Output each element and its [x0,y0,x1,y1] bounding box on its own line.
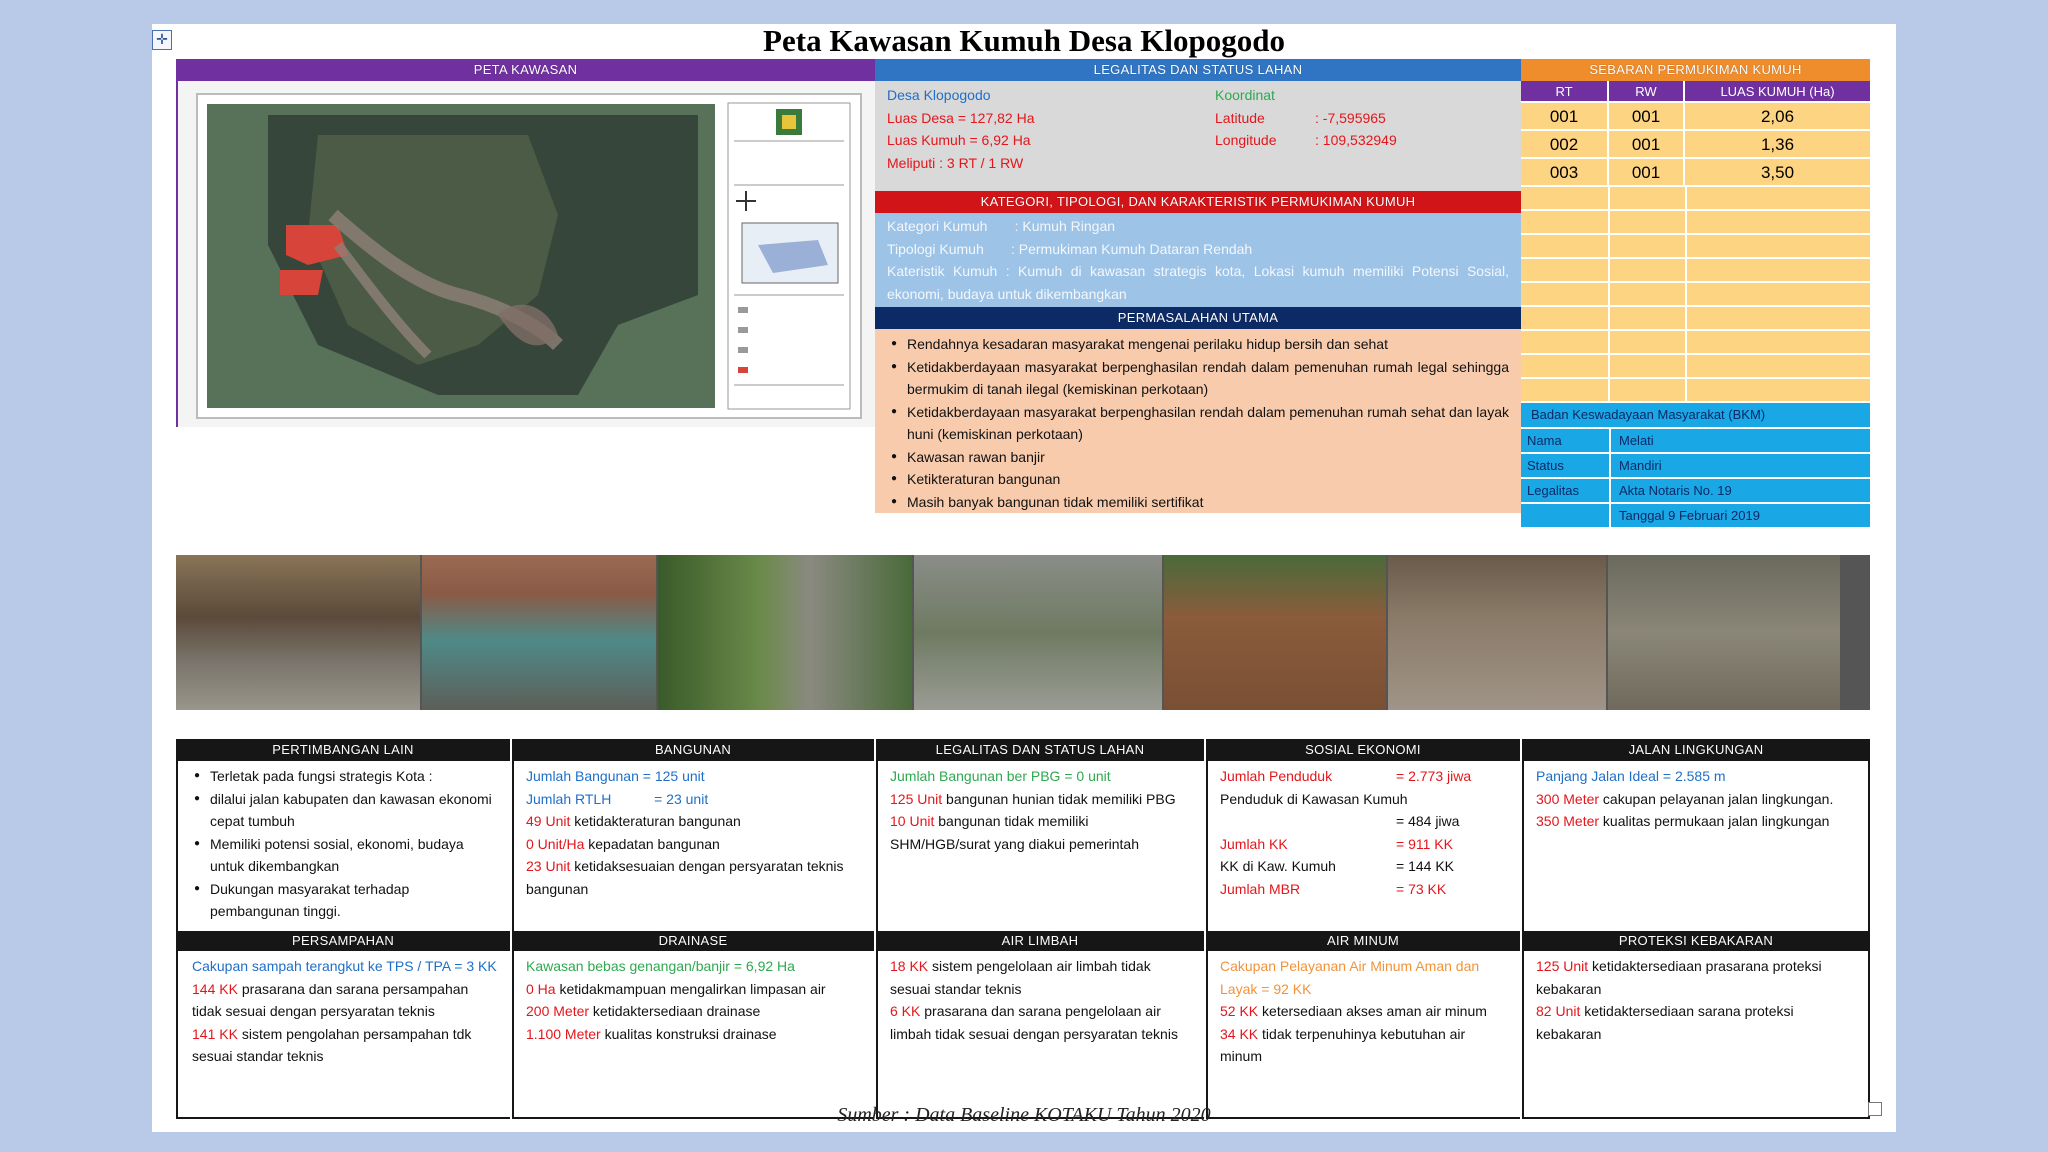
air-limbah-text: sistem pengelolaan air limbah tidak sesuai standar teknis [890,958,1151,997]
bkm-label: Legalitas [1521,479,1611,502]
col-luas: LUAS KUMUH (Ha) [1685,81,1870,103]
bkm-value: Tanggal 9 Februari 2019 [1619,508,1760,523]
bkm-row [1521,429,1870,454]
sosial-panel [1206,761,1520,931]
koordinat-label: Koordinat [1215,87,1275,103]
cell-rt: 003 [1521,159,1609,187]
air-minum-line: Cakupan Pelayanan Air Minum Aman dan Layak = 92 KK [1220,958,1480,997]
drainase-value: 1.100 Meter [526,1025,601,1042]
pertimbangan-item: ● dilalui jalan kabupaten dan kawasan ekonomi cepat tumbuh [210,788,500,833]
bkm-label [1521,504,1611,527]
map-panel [176,81,875,427]
problem-item: ● Ketidakberdayaan masyarakat berpenghasilan rendah dalam pemenuhan rumah legal sehingga bermukim di tanah ilegal (kemiskinan perkotaan) [907,356,1509,401]
category-header: KATEGORI, TIPOLOGI, DAN KARAKTERISTIK PERMUKIMAN KUMUH [875,191,1521,213]
air-limbah-header: AIR LIMBAH [876,931,1204,951]
bkm-value: Akta Notaris No. 19 [1619,483,1732,498]
drainase-value: 200 Meter [526,1003,590,1019]
legalitas-line: Jumlah Bangunan ber PBG = 0 unit [890,768,1111,784]
drainase-panel [512,951,874,1119]
distribution-header: SEBARAN PERMUKIMAN KUMUH [1521,59,1870,81]
longitude-label: Longitude [1215,132,1277,148]
legalitas-text: bangunan tidak memiliki SHM/HGB/surat yang diakui pemerintah [890,813,1139,852]
table-row [1521,159,1870,187]
table-empty-area [1521,187,1870,403]
jalan-text: kualitas permukaan jalan lingkungan [1599,813,1830,829]
cell-rt: 002 [1521,131,1609,159]
legalitas-text: bangunan hunian tidak memiliki PBG [942,790,1176,807]
persampahan-header: PERSAMPAHAN [176,931,510,951]
bkm-row [1521,454,1870,479]
legalitas-value: 10 Unit [890,813,935,829]
map-logo-icon [776,109,802,135]
latitude-value: : -7,595965 [1315,109,1386,126]
sosial-label: Jumlah KK [1220,835,1288,852]
cell-luas: 2,06 [1685,103,1870,131]
problems-panel [875,329,1521,513]
bkm-header: Badan Keswadayaan Masyarakat (BKM) [1521,403,1870,429]
luas-desa: Luas Desa = 127,82 Ha [887,109,1035,126]
pertimbangan-item: ● Memiliki potensi sosial, ekonomi, budaya untuk dikembangkan [210,833,500,878]
document-page [152,24,1896,1132]
category-panel [875,213,1521,307]
photo-vegetation [658,555,912,710]
map-header: PETA KAWASAN [176,59,875,81]
problem-item: ● Rendahnya kesadaran masyarakat mengenai perilaku hidup bersih dan sehat [907,333,1509,356]
sosial-value: = 484 jiwa [1396,813,1460,829]
bangunan-line: Jumlah RTLH = 23 unit [526,790,709,807]
legalitas-value: 125 Unit [890,790,943,807]
sosial-header: SOSIAL EKONOMI [1206,739,1520,761]
photo-well [1164,555,1386,710]
sosial-label: Penduduk di Kawasan Kumuh [1220,790,1408,807]
bkm-row [1521,504,1870,527]
air-minum-text: ketersediaan akses aman air minum [1258,1003,1487,1019]
drainase-text: kualitas konstruksi drainase [600,1025,777,1042]
legal-header: LEGALITAS DAN STATUS LAHAN [875,59,1521,81]
legalitas-panel [876,761,1204,931]
cell-rw: 001 [1609,159,1685,187]
page-title: Peta Kawasan Kumuh Desa Klopogodo [763,23,1285,58]
jalan-line: Panjang Jalan Ideal = 2.585 m [1536,768,1726,784]
bangunan-value: 23 Unit [526,858,571,874]
pertimbangan-panel [176,761,510,931]
meliputi: Meliputi : 3 RT / 1 RW [887,154,1024,171]
drainase-header: DRAINASE [512,931,874,951]
problem-item: ● Ketidakberdayaan masyarakat berpenghasilan rendah dalam pemenuhan rumah sehat dan layak huni (kemiskinan perkotaan) [907,401,1509,446]
bangunan-panel [512,761,874,931]
jalan-value: 350 Meter [1536,813,1600,829]
table-row [1521,131,1870,159]
distribution-table [1521,81,1870,403]
kebakaran-value: 82 Unit [1536,1003,1581,1019]
col-rt: RT [1521,81,1609,103]
poster [176,59,1870,1101]
legalitas-header: LEGALITAS DAN STATUS LAHAN [876,739,1204,761]
kebakaran-header: PROTEKSI KEBAKARAN [1522,931,1870,951]
cell-rw: 001 [1609,103,1685,131]
drainase-text: ketidakmampuan mengalirkan limpasan air [555,980,826,997]
kategori: Kategori Kumuh : Kumuh Ringan [887,218,1116,234]
luas-kumuh: Luas Kumuh = 6,92 Ha [887,132,1031,148]
bangunan-text: ketidakteraturan bangunan [570,813,741,829]
problem-item: ● Kawasan rawan banjir [907,446,1509,469]
sosial-value: = 144 KK [1396,858,1454,874]
sosial-label: KK di Kaw. Kumuh [1220,858,1336,874]
bkm-label: Status [1521,454,1611,477]
cell-rt: 001 [1521,103,1609,131]
cell-luas: 3,50 [1685,159,1870,187]
bkm-label: Nama [1521,429,1611,452]
latitude-label: Latitude [1215,109,1265,126]
drainase-line: Kawasan bebas genangan/banjir = 6,92 Ha [526,958,795,974]
problems-header: PERMASALAHAN UTAMA [875,307,1521,329]
resize-handle-icon[interactable] [1868,1102,1882,1116]
photo-trash [1388,555,1606,710]
sosial-label: Jumlah Penduduk [1220,768,1333,784]
bangunan-header: BANGUNAN [512,739,874,761]
map-frame [196,93,862,419]
jalan-text: cakupan pelayanan jalan lingkungan. [1599,790,1834,807]
jalan-value: 300 Meter [1536,790,1600,807]
cell-luas: 1,36 [1685,131,1870,159]
kebakaran-value: 125 Unit [1536,958,1589,974]
tipologi: Tipologi Kumuh : Permukiman Kumuh Dataran Rendah [887,240,1253,257]
persampahan-text: prasarana dan sarana persampahan tidak sesuai dengan persyaratan teknis [192,980,469,1019]
persampahan-value: 141 KK [192,1025,238,1042]
bangunan-value: 49 Unit [526,813,571,829]
col-rw: RW [1609,81,1685,103]
pertimbangan-item: ● Terletak pada fungsi strategis Kota : [210,765,500,788]
map-image [198,95,860,417]
air-minum-value: 34 KK [1220,1025,1259,1042]
bkm-value: Melati [1619,433,1654,448]
karakteristik: Kateristik Kumuh : Kumuh di kawasan strategis kota, Lokasi kumuh memiliki Potensi Sosial, ekonomi, budaya untuk dikembangkan [887,263,1509,302]
air-limbah-value: 18 KK [890,958,929,974]
kebakaran-text: ketidaktersediaan sarana proteksi kebakaran [1536,1003,1794,1042]
photo-drainage [914,555,1162,710]
sosial-value: = 2.773 jiwa [1396,768,1472,784]
photo-house-2 [422,555,656,710]
bangunan-value: 0 Unit/Ha [526,835,585,852]
persampahan-value: 144 KK [192,980,238,997]
air-minum-panel [1206,951,1520,1119]
bkm-panel [1521,403,1870,527]
bkm-row [1521,479,1870,504]
desa-name: Desa Klopogodo [887,87,991,103]
air-minum-header: AIR MINUM [1206,931,1520,951]
persampahan-line: Cakupan sampah terangkut ke TPS / TPA = 3 KK [192,958,497,974]
kebakaran-panel [1522,951,1870,1119]
photo-house-1 [176,555,420,710]
jalan-header: JALAN LINGKUNGAN [1522,739,1870,761]
sosial-value: = 911 KK [1396,835,1453,852]
legal-panel [875,81,1521,191]
bangunan-text: kepadatan bangunan [584,835,720,852]
bkm-value: Mandiri [1619,458,1662,473]
table-row [1521,103,1870,131]
table-header-row [1521,81,1870,103]
pertimbangan-header: PERTIMBANGAN LAIN [176,739,510,761]
air-limbah-panel [876,951,1204,1119]
bangunan-line: Jumlah Bangunan = 125 unit [526,768,705,784]
photo-strip [176,555,1870,710]
drainase-value: 0 Ha [526,980,556,997]
photo-ground [1608,555,1840,710]
pertimbangan-item: ● Dukungan masyarakat terhadap pembangunan tinggi. [210,878,500,923]
kebakaran-text: ketidaktersediaan prasarana proteksi kebakaran [1536,958,1822,997]
cell-rw: 001 [1609,131,1685,159]
bangunan-text: ketidaksesuaian dengan persyaratan teknis bangunan [526,858,844,897]
sosial-label: Jumlah MBR [1220,880,1301,897]
air-minum-text: tidak terpenuhinya kebutuhan air minum [1220,1025,1466,1064]
problem-item: ● Masih banyak bangunan tidak memiliki sertifikat [907,491,1509,514]
source-caption: Sumber : Data Baseline KOTAKU Tahun 2020 [837,1104,1211,1126]
jalan-panel [1522,761,1870,931]
drainase-text: ketidaktersediaan drainase [589,1003,761,1019]
air-minum-value: 52 KK [1220,1003,1259,1019]
air-limbah-text: prasarana dan sarana pengelolaan air limbah tidak sesuai dengan persyaratan teknis [890,1003,1178,1042]
persampahan-panel [176,951,510,1119]
sosial-value: = 73 KK [1396,880,1447,897]
move-handle-icon[interactable]: ✛ [152,30,172,50]
persampahan-text: sistem pengolahan persampahan tdk sesuai standar teknis [192,1025,472,1064]
longitude-value: : 109,532949 [1315,132,1397,148]
air-limbah-value: 6 KK [890,1003,921,1019]
problem-item: ● Ketikteraturan bangunan [907,468,1509,491]
